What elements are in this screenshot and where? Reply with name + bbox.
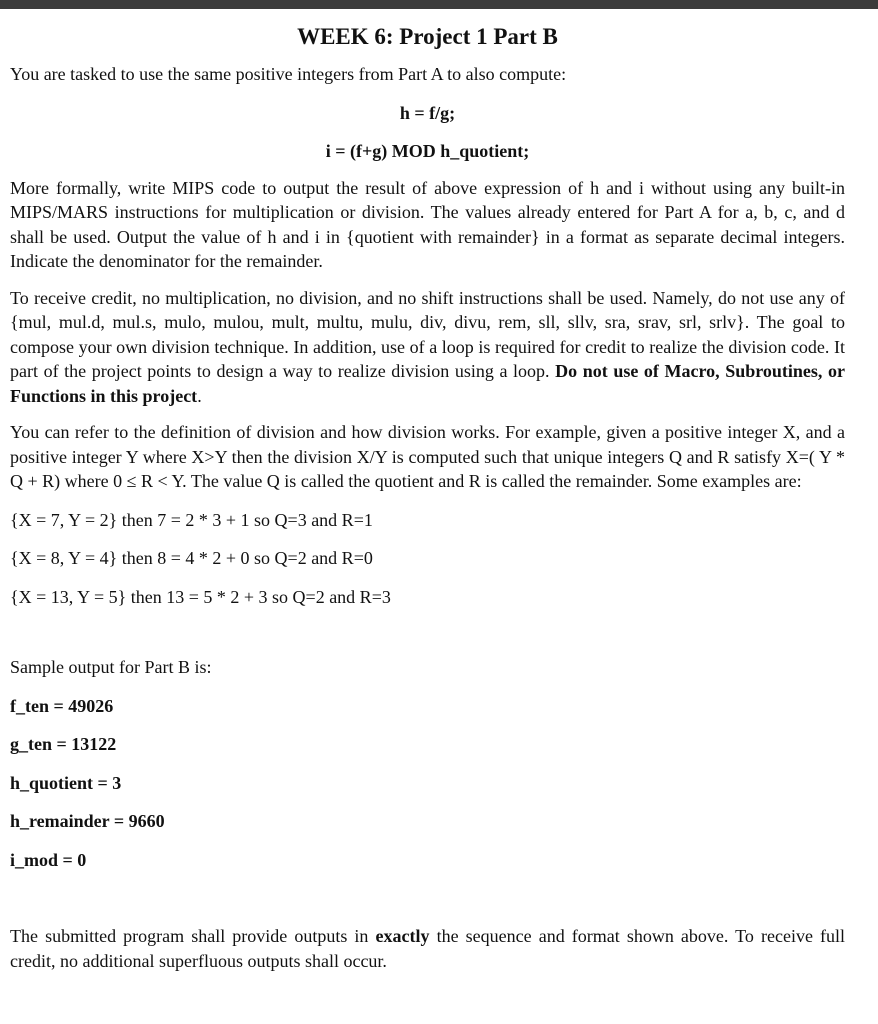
paragraph-credit-bold: Do not use of Macro, Subroutines, or Functions in this project: [10, 361, 846, 406]
footer-note: [10, 924, 845, 973]
page-title: WEEK 6: Project 1 Part B: [297, 24, 558, 49]
document-page: [10, 22, 845, 973]
top-bar: [0, 0, 878, 9]
sample-output-line: i_mod = 0: [10, 849, 87, 870]
example-item: {X = 8, Y = 4} then 8 = 4 * 2 + 0 so Q=2 and R=0: [10, 548, 373, 568]
example-item: {X = 7, Y = 2} then 7 = 2 * 3 + 1 so Q=3 and R=1: [10, 509, 373, 530]
formula-h: h = f/g;: [399, 102, 456, 123]
sample-output-line: h_quotient = 3: [10, 772, 122, 793]
intro-text: You are tasked to use the same positive integers from Part A to also compute:: [10, 64, 567, 84]
paragraph-credit: [10, 286, 845, 409]
footer-bold: exactly: [375, 926, 430, 946]
formula-i: i = (f+g) MOD h_quotient;: [325, 141, 530, 161]
sample-output-line: g_ten = 13122: [10, 734, 117, 754]
paragraph-credit-end: .: [197, 385, 202, 406]
footer-before: The submitted program shall provide outputs in: [10, 926, 376, 946]
paragraph-credit-text: To receive credit, no multiplication, no division, and no shift instructions shall be used. Namely, do not use any of {mul, mul.d, mul.s, mulo, mulou, mult, multu, mulu, div, divu, rem, sll, sllv, sra, srav, srl, srlv}. The goal to compose your own division technique. In addition, use of a loop is required for credit to realize the division code. It part of the project points to design a way to realize division using a loop.: [10, 287, 845, 381]
sample-output-heading: Sample output for Part B is:: [10, 657, 212, 677]
paragraph-formal: More formally, write MIPS code to output the result of above expression of h and i without using any built-in MIPS/MARS instructions for multiplication or division. The values already entered for Part A for a, b, c, and d shall be used. Output the value of h and i in {quotient with remainder} in a format as separate decimal integers. Indicate the denominator for the remainder.: [10, 177, 845, 271]
footer-after: the sequence and format shown above. To receive full credit, no additional superfluous outputs shall occur.: [10, 926, 846, 971]
paragraph-definition: You can refer to the definition of division and how division works. For example, given a positive integer X, and a positive integer Y where X>Y then the division X/Y is computed such that unique integers Q and R satisfy X=( Y * Q + R) where 0 ≤ R < Y. The value Q is called the quotient and R is called the remainder. Some examples are:: [10, 422, 845, 491]
sample-output-line: h_remainder = 9660: [10, 811, 165, 831]
sample-output-line: f_ten = 49026: [10, 695, 114, 716]
example-item: {X = 13, Y = 5} then 13 = 5 * 2 + 3 so Q=2 and R=3: [10, 586, 391, 607]
